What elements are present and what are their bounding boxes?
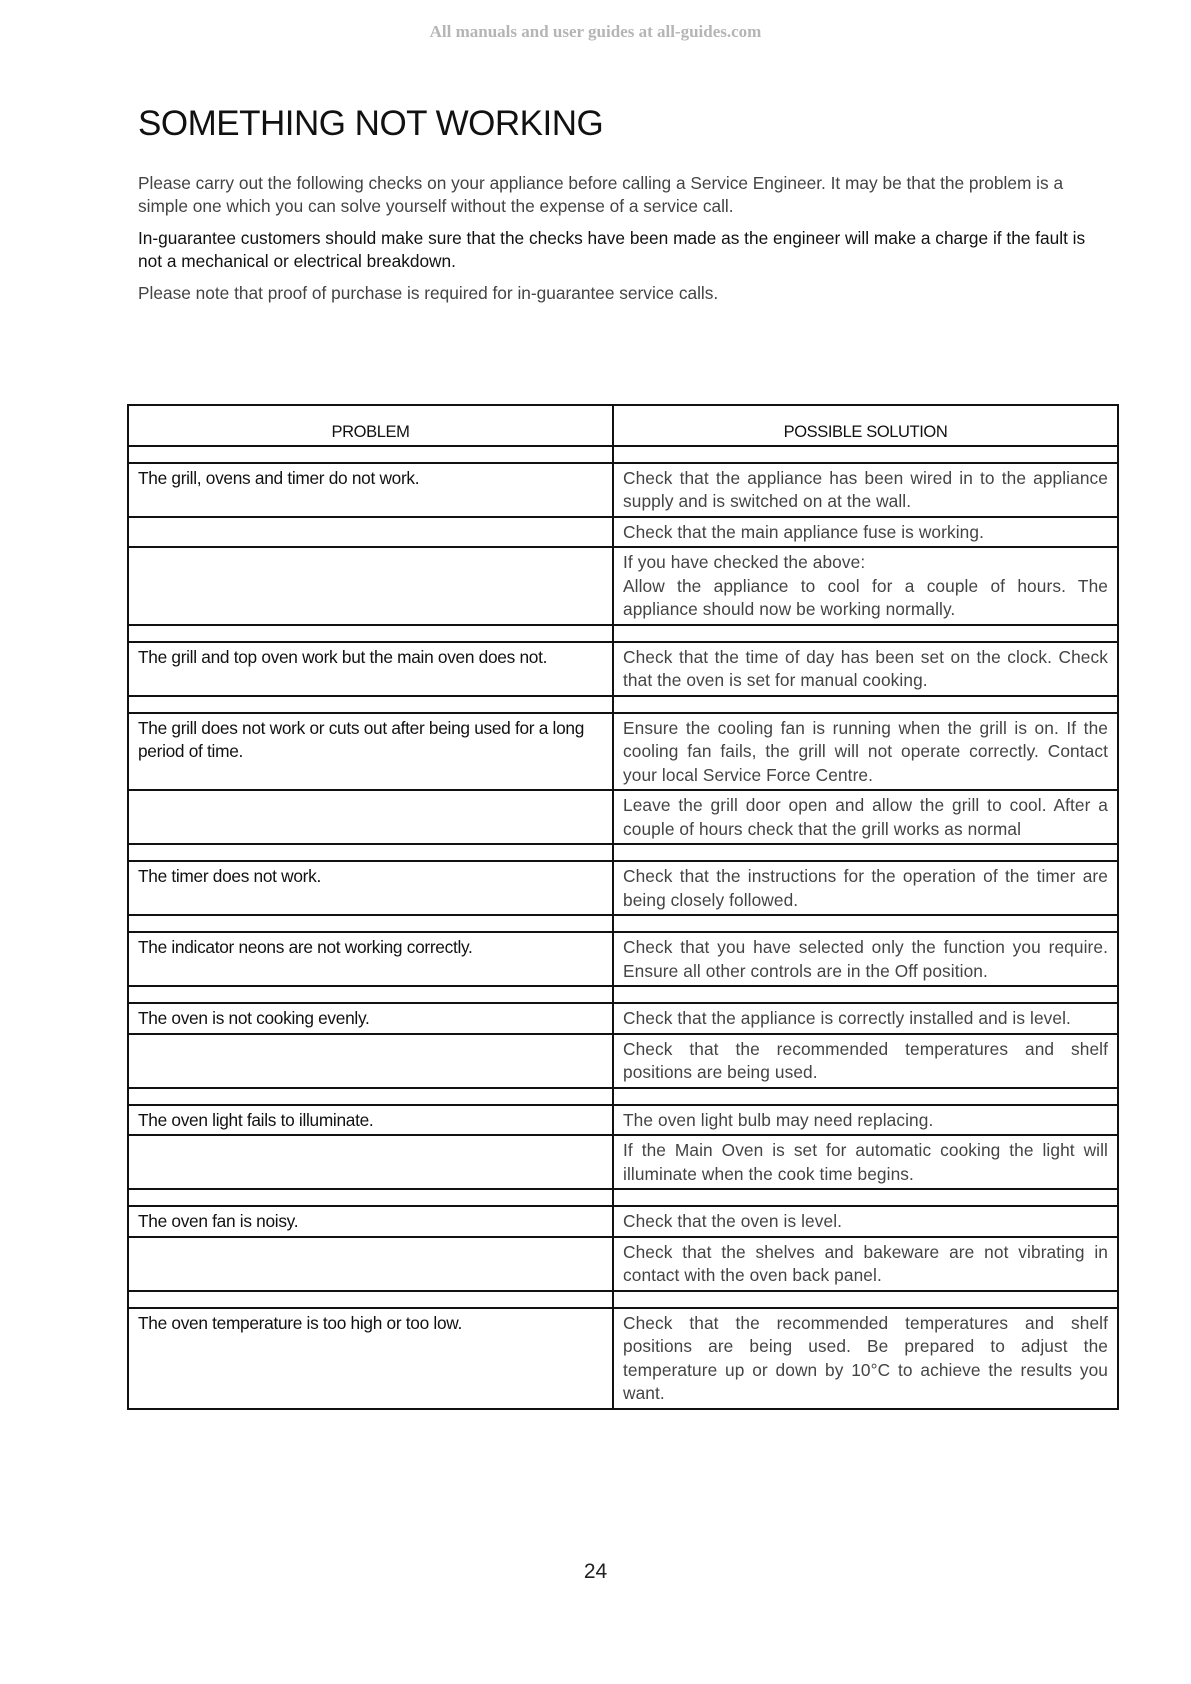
problem-cell [128, 790, 613, 844]
solution-cell: Ensure the cooling fan is running when the grill is on. If the cooling fan fails, the grill will not operate correctly. Contact your local Service Force Centre. [613, 713, 1118, 791]
problem-cell [128, 517, 613, 548]
table-row [128, 642, 1118, 696]
table-row [128, 1034, 1118, 1088]
solution-cell: The oven light bulb may need replacing. [613, 1105, 1118, 1136]
solution-cell [613, 547, 1118, 625]
solution-line: Allow the appliance to cool for a couple of hours. The appliance should now be working normally. [623, 575, 1108, 619]
page-number: 24 [583, 1560, 608, 1583]
solution-cell: Check that the main appliance fuse is working. [613, 517, 1118, 548]
solution-cell: If the Main Oven is set for automatic cooking the light will illuminate when the cook time begins. [613, 1135, 1118, 1189]
table-row [128, 1206, 1118, 1237]
problem-cell: The timer does not work. [128, 861, 613, 915]
solution-cell: Check that the shelves and bakeware are not vibrating in contact with the oven back panel. [613, 1237, 1118, 1291]
spacer-row [128, 844, 1118, 861]
table-row [128, 932, 1118, 986]
page-title: SOMETHING NOT WORKING [138, 104, 604, 143]
intro-paragraph-proof-of-purchase: Please note that proof of purchase is required for in-guarantee service calls. [138, 283, 719, 303]
table-row [128, 713, 1118, 791]
problem-cell: The oven fan is noisy. [128, 1206, 613, 1237]
spacer-row [128, 1088, 1118, 1105]
solution-cell: Check that the appliance has been wired in to the appliance supply and is switched on at the wall. [613, 463, 1118, 517]
header-possible-solution: POSSIBLE SOLUTION [613, 405, 1118, 446]
problem-cell: The grill, ovens and timer do not work. [128, 463, 613, 517]
spacer-row [128, 915, 1118, 932]
troubleshooting-table [127, 404, 1119, 1410]
watermark: All manuals and user guides at all-guides.com [429, 22, 762, 41]
table-row [128, 1135, 1118, 1189]
header-problem: PROBLEM [128, 405, 613, 446]
spacer-row [128, 446, 1118, 463]
table-row [128, 463, 1118, 517]
intro-paragraph-in-guarantee: In-guarantee customers should make sure that the checks have been made as the engineer will make a charge if the fault is not a mechanical or electrical breakdown. [138, 228, 1086, 271]
problem-cell: The oven is not cooking evenly. [128, 1003, 613, 1034]
problem-cell [128, 1135, 613, 1189]
solution-cell: Check that the recommended temperatures and shelf positions are being used. [613, 1034, 1118, 1088]
solution-cell: Check that the appliance is correctly installed and is level. [613, 1003, 1118, 1034]
problem-cell [128, 1034, 613, 1088]
solution-cell: Check that the recommended temperatures and shelf positions are being used. Be prepared to adjust the temperature up or down by 10°C to achieve the results you want. [613, 1308, 1118, 1409]
solution-cell: Check that the oven is level. [613, 1206, 1118, 1237]
spacer-row [128, 696, 1118, 713]
table-row [128, 1003, 1118, 1034]
problem-cell: The indicator neons are not working correctly. [128, 932, 613, 986]
spacer-row [128, 1189, 1118, 1206]
intro-paragraph-service-engineer: Please carry out the following checks on your appliance before calling a Service Engineer. It may be that the problem is a simple one which you can solve yourself without the expense of a service call. [138, 173, 1064, 216]
solution-cell: Leave the grill door open and allow the grill to cool. After a couple of hours check that the grill works as normal [613, 790, 1118, 844]
table-row [128, 1105, 1118, 1136]
problem-cell [128, 547, 613, 625]
problem-cell [128, 1237, 613, 1291]
spacer-row [128, 1291, 1118, 1308]
table-row [128, 547, 1118, 625]
table-row [128, 790, 1118, 844]
solution-cell: Check that you have selected only the function you require. Ensure all other controls are in the Off position. [613, 932, 1118, 986]
solution-cell: Check that the time of day has been set on the clock. Check that the oven is set for manual cooking. [613, 642, 1118, 696]
table-row [128, 861, 1118, 915]
table-row [128, 1308, 1118, 1409]
table-row [128, 517, 1118, 548]
intro-section [138, 172, 1110, 314]
table-row [128, 1237, 1118, 1291]
problem-cell: The grill and top oven work but the main oven does not. [128, 642, 613, 696]
solution-line: If you have checked the above: [623, 552, 866, 572]
problem-cell: The oven light fails to illuminate. [128, 1105, 613, 1136]
table-header-row [128, 405, 1118, 446]
spacer-row [128, 986, 1118, 1003]
solution-cell: Check that the instructions for the operation of the timer are being closely followed. [613, 861, 1118, 915]
spacer-row [128, 625, 1118, 642]
problem-cell: The oven temperature is too high or too low. [128, 1308, 613, 1409]
problem-cell: The grill does not work or cuts out after being used for a long period of time. [128, 713, 613, 791]
